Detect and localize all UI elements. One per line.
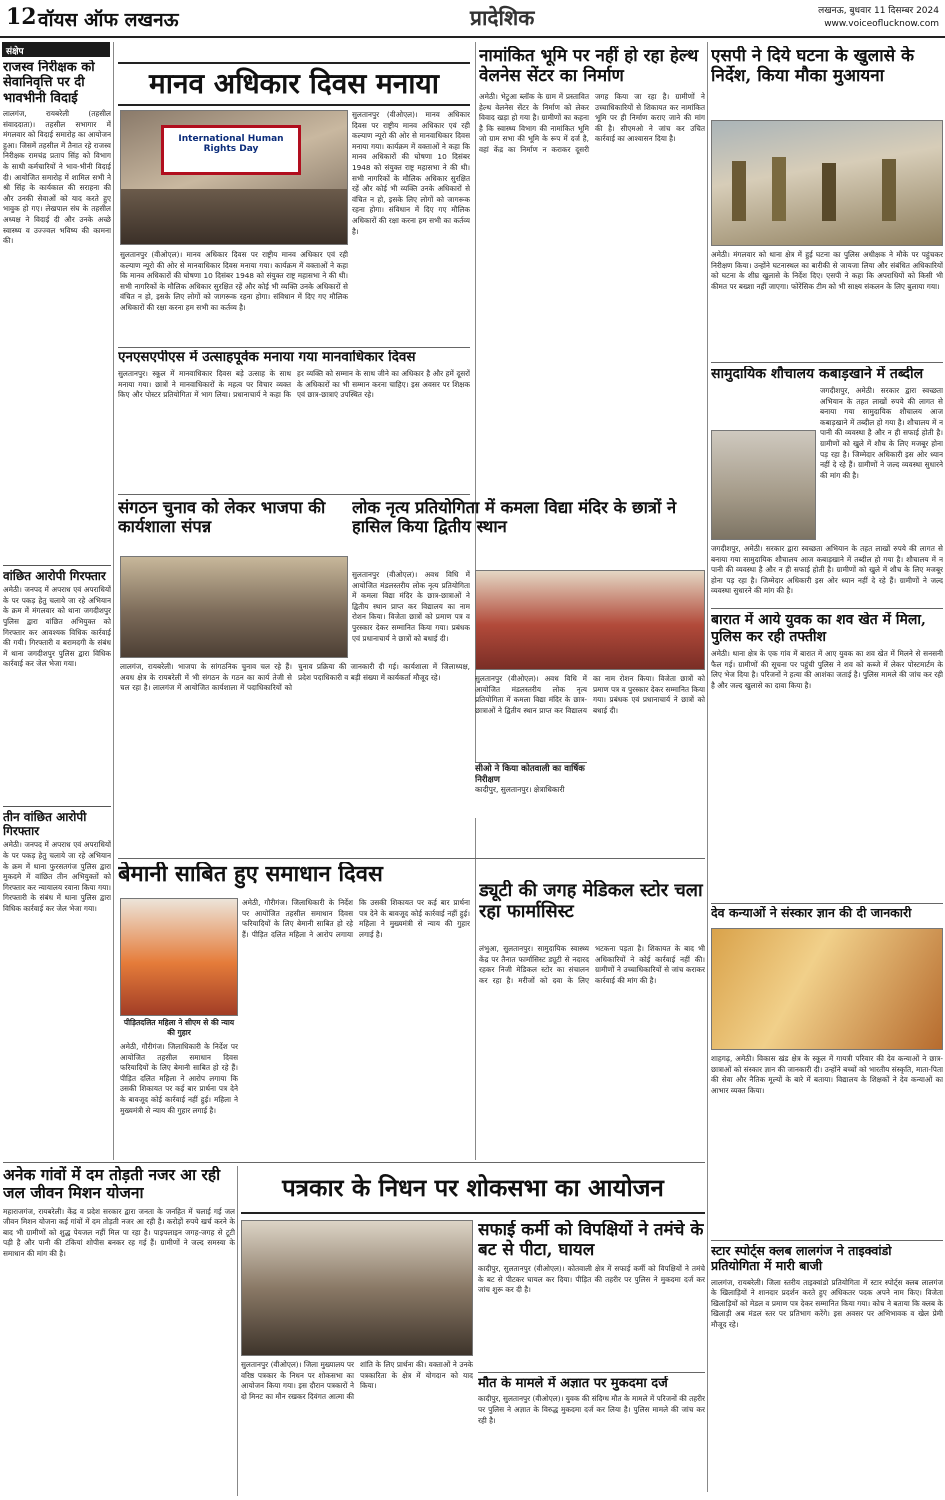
headline: अनेक गांवों में दम तोड़ती नजर आ रही जल जीवन मिशन योजना bbox=[3, 1166, 221, 1203]
headline: एनएसएपीएस में उत्साहपूर्वक मनाया गया मानवाधिकार दिवस bbox=[118, 350, 416, 365]
bjp-meeting-photo bbox=[120, 556, 348, 658]
brief-label: संक्षेप bbox=[2, 42, 110, 57]
headline: नामांकित भूमि पर नहीं हो रहा हेल्थ वेलनेस सेंटर का निर्माण bbox=[479, 46, 699, 87]
website: www.voiceoflucknow.com bbox=[824, 19, 939, 29]
story-body: सुलतानपुर। स्कूल में मानवाधिकार दिवस बड़े उत्साह के साथ मनाया गया। छात्रों ने मानवाधिकारों के महत्व पर विचार व्यक्त किए और पोस्टर प्रतियोगिता में भाग लिया। प्रधानाचार्य ने कहा कि हर व्यक्ति को सम्मान के साथ जीने का अधिकार है और हमें दूसरों के अधिकारों का भी सम्मान करना चाहिए। इस अवसर पर शिक्षक एवं छात्र-छात्राएं उपस्थित रहे। bbox=[118, 368, 470, 400]
headline: संगठन चुनाव को लेकर भाजपा की कार्यशाला संपन्न bbox=[118, 498, 326, 537]
story-lok bbox=[352, 498, 705, 568]
story-bemani bbox=[118, 862, 470, 896]
headline: एसपी ने दिये घटना के खुलासे के निर्देश, किया मौका मुआयना bbox=[711, 46, 915, 87]
dateline bbox=[818, 5, 939, 31]
headline: सफाई कर्मी को विपक्षियों ने तमंचे के बट से पीटा, घायल bbox=[478, 1220, 704, 1261]
caption-box bbox=[475, 762, 587, 818]
school-photo bbox=[711, 928, 943, 1050]
brief-body: अमेठी। जनपद में अपराध एवं अपराधियों के पर पकड़ हेतु चलाये जा रहे अभियान के क्रम में थाना फुरसतगंज पुलिस द्वारा मुकदमे में वांछित तीन अभियुक्तों को गिरफ्तार कर न्यायालय रवाना किया गया। गिरफ्तारी के संबंध में थाना पुलिस द्वारा विधिक कार्रवाई कर जेल भेजा गया। bbox=[3, 840, 111, 914]
headline: स्टार स्पोर्ट्स क्लब लालगंज ने ताइक्वांडो प्रतियोगिता में मारी बाजी bbox=[711, 1244, 892, 1273]
figure bbox=[822, 163, 836, 221]
story-ncc bbox=[118, 350, 470, 492]
story-maut bbox=[478, 1376, 705, 1494]
headline: पत्रकार के निधन पर शोकसभा का आयोजन bbox=[282, 1174, 664, 1202]
dance-photo bbox=[475, 570, 705, 670]
story-body: लालगंज, रायबरेली। भाजपा के सांगठनिक चुनाव चल रहे हैं। अवध क्षेत्र के रायबरेली में भी संगठन के गठन का कार्य तेजी से चल रहा है। लालगंज में आयोजित कार्यशाला में पदाधिकारियों को चुनाव प्रक्रिया की जानकारी दी गई। कार्यशाला में जिलाध्यक्ष, प्रदेश पदाधिकारी व बड़ी संख्या में कार्यकर्ता मौजूद रहे। bbox=[120, 662, 470, 693]
rule bbox=[478, 1372, 705, 1373]
story-body: लालगंज, रायबरेली। जिला स्तरीय ताइक्वांडो प्रतियोगिता में स्टार स्पोर्ट्स क्लब लालगंज के खिलाड़ियों ने शानदार प्रदर्शन करते हुए अधिकतर पदक अपने नाम किए। विजेता खिलाड़ियों को मेडल व प्रमाण पत्र देकर सम्मानित किया गया। कोच ने बताया कि क्लब के खिलाड़ी अब मंडल स्तर पर प्रतिभाग करेंगे। इस अवसर पर अभिभावक व खेल प्रेमी मौजूद रहे। bbox=[711, 1277, 943, 1329]
story-body: सुलतानपुर (वीओएल)। जिला मुख्यालय पर वरिष्ठ पत्रकार के निधन पर शोकसभा का आयोजन किया गया। इस दौरान पत्रकारों ने दो मिनट का मौन रखकर दिवंगत आत्मा की शांति के लिए प्रार्थना की। वक्ताओं ने उनके पत्रकारिता के क्षेत्र में योगदान को याद किया। bbox=[241, 1360, 473, 1401]
story-body: कादीपुर, सुलतानपुर (वीओएल)। युवक की संदिग्ध मौत के मामले में परिजनों की तहरीर पर पुलिस ने अज्ञात के विरुद्ध मुकदमा दर्ज कर लिया है। पुलिस मामले की जांच कर रही है। bbox=[478, 1394, 705, 1425]
headline: बेमानी साबित हुए समाधान दिवस bbox=[118, 862, 383, 887]
police-photo bbox=[711, 120, 943, 246]
story-barat bbox=[711, 612, 943, 902]
story-taekwondo bbox=[711, 1244, 943, 1494]
headline: देव कन्याओं ने संस्कार ज्ञान की दी जानकारी bbox=[711, 906, 912, 920]
photo-caption: पीड़ितदलित महिला ने सीएम से की न्याय की गुहार bbox=[123, 1018, 235, 1037]
headline: ड्यूटी की जगह मेडिकल स्टोर चला रहा फार्मासिस्ट bbox=[479, 880, 703, 923]
brief-body: लालगंज, रायबरेली (तहसील संवाददाता)। तहसील सभागार में मंगलवार को विदाई समारोह का आयोजन हुआ। जिसमें तहसील में तैनात रहे राजस्व निरीक्षक रामचंद्र प्रताप सिंह को विभाग के साथी कर्मचारियों ने भाव-भीनी विदाई दी। आयोजित समारोह में शामिल सभी ने श्री सिंह के कार्यकाल की सराहना की और उनकी सेवाओं को याद करते हुए भावुक हो गए। लेखपाल संघ के तहसील अध्यक्ष ने विदाई दी और उनके अच्छे स्वास्थ्य व उज्ज्वल भविष्य की कामना की। bbox=[3, 108, 111, 246]
story-sangathan bbox=[118, 498, 348, 558]
brief-headline: राजस्व निरीक्षक को सेवानिवृत्ति पर दी भावभीनी विदाई bbox=[3, 60, 95, 106]
brief-column bbox=[3, 60, 111, 1160]
page-number: 12 bbox=[6, 4, 37, 30]
story-jal bbox=[3, 1166, 235, 1496]
caption-sub: कादीपुर, सुलतानपुर। क्षेत्राधिकारी bbox=[475, 785, 565, 794]
story-body: कादीपुर, सुलतानपुर (वीओएल)। कोतवाली क्षेत्र में सफाई कर्मी को विपक्षियों ने तमंचे के बट से पीटकर घायल कर दिया। पीड़ित की तहरीर पर पुलिस ने मुकदमा दर्ज कर जांच शुरू कर दी है। bbox=[478, 1264, 705, 1295]
story-body: लंभुआ, सुलतानपुर। सामुदायिक स्वास्थ्य केंद्र पर तैनात फार्मासिस्ट ड्यूटी से नदारद रहकर निजी मेडिकल स्टोर का संचालन कर रहा है। मरीजों को दवा के लिए भटकना पड़ता है। शिकायत के बाद भी अधिकारियों ने कोई कार्रवाई नहीं की। ग्रामीणों ने उच्चाधिकारियों से जांच कराकर कार्रवाई की मांग की है। bbox=[479, 944, 705, 985]
story-body: अमेठी। मंगलवार को थाना क्षेत्र में हुई घटना का पुलिस अधीक्षक ने मौके पर पहुंचकर निरीक्षण किया। उन्होंने घटनास्थल का बारीकी से जायजा लिया और संबंधित अधिकारियों को घटना के शीघ्र खुलासे के निर्देश दिए। एसपी ने कहा कि अपराधियों को किसी भी कीमत पर बख्शा नहीं जाएगा। फोरेंसिक टीम को भी साक्ष्य संकलन के लिए बुलाया गया। bbox=[711, 250, 943, 291]
headline: मानव अधिकार दिवस मनाया bbox=[148, 67, 440, 100]
headline: लोक नृत्य प्रतियोगिता में कमला विद्या मंदिर के छात्रों ने हासिल किया द्वितीय स्थान bbox=[352, 498, 677, 537]
story-sp bbox=[711, 46, 943, 116]
rule bbox=[711, 903, 943, 904]
story-body: सुलतानपुर (वीओएल)। मानव अधिकार दिवस पर राष्ट्रीय मानव अधिकार एवं रही कल्याण न्यूरो की ओर से मानवाधिकार दिवस मनाया गया। कार्यक्रम में वक्ताओं ने कहा कि मानव अधिकारों की घोषणा 10 दिसंबर 1948 को संयुक्त राष्ट्र महासभा ने की थी। सभी नागरिकों के मौलिक अधिकार सुरक्षित रहें और कोई भी व्यक्ति उनके अधिकारों से वंचित न हो, इसके लिए लोगों को जागरूक रहना होगा। संविधान में दिए गए मौलिक अधिकारों की रक्षा करना हम सभी का कर्तव्य है। bbox=[120, 250, 348, 312]
brief-headline: वांछित आरोपी गिरफ्तार bbox=[3, 565, 111, 583]
figure bbox=[732, 161, 746, 221]
story-body: सुलतानपुर (वीओएल)। मानव अधिकार दिवस पर राष्ट्रीय मानव अधिकार एवं रही कल्याण न्यूरो की ओर से मानवाधिकार दिवस मनाया गया। कार्यक्रम में वक्ताओं ने कहा कि मानव अधिकारों की घोषणा 10 दिसंबर 1948 को संयुक्त राष्ट्र महासभा ने की थी। सभी नागरिकों के मौलिक अधिकार सुरक्षित रहें और कोई भी व्यक्ति उनके अधिकारों से वंचित न हो, इसके लिए लोगों को जागरूक रहना होगा। संविधान में दिए गए मौलिक अधिकारों की रक्षा करना हम सभी का कर्तव्य है। bbox=[352, 110, 470, 236]
figure bbox=[772, 157, 786, 221]
rally-photo bbox=[120, 110, 348, 245]
banner-text: International Human Rights Day bbox=[178, 134, 284, 154]
masthead: वॉयस ऑफ लखनऊ bbox=[38, 9, 179, 31]
headline: सामुदायिक शौचालय कबाड़खाने में तब्दील bbox=[711, 366, 924, 382]
rule bbox=[118, 858, 705, 859]
rule bbox=[711, 362, 943, 363]
headline: मौत के मामले में अज्ञात पर मुकदमा दर्ज bbox=[478, 1376, 668, 1391]
story-health bbox=[479, 46, 705, 466]
rule bbox=[118, 347, 470, 348]
rule bbox=[711, 1240, 943, 1241]
brief-body: अमेठी। जनपद में अपराध एवं अपराधियों के पर पकड़ हेतु चलाये जा रहे अभियान के क्रम में मंगलवार को थाना जगदीशपुर पुलिस द्वारा वांछित अभियुक्त को गिरफ्तार कर आवश्यक विधिक कार्रवाई की गयी। गिरफ्तारी व बरामदगी के संबंध में थाना जगदीशपुर पुलिस द्वारा विधिक कार्रवाई कर जेल भेजा गया। bbox=[3, 585, 111, 669]
story-duty bbox=[479, 880, 705, 940]
column-rule bbox=[707, 42, 708, 1492]
rule bbox=[3, 1162, 705, 1163]
story-body: जगदीशपुर, अमेठी। सरकार द्वारा स्वच्छता अभियान के तहत लाखों रुपये की लागत से बनाया गया सामुदायिक शौचालय आज कबाड़खाने में तब्दील हो गया है। शौचालय में न पानी की व्यवस्था है और न ही सफाई होती है। ग्रामीणों को खुले में शौच के लिए मजबूर होना पड़ रहा है। जिम्मेदार अधिकारी इस ओर ध्यान नहीं दे रहे हैं। ग्रामीणों ने जल्द व्यवस्था सुधारने की मांग की है। bbox=[820, 386, 943, 480]
story-body: अमेठी। थाना क्षेत्र के एक गांव में बारात में आए युवक का शव खेत में मिलने से सनसनी फैल गई। ग्रामीणों की सूचना पर पहुंची पुलिस ने शव को कब्जे में लेकर पोस्टमार्टम के लिए भेज दिया है। परिजनों ने हत्या की आशंका जताई है। पुलिस मामले की जांच कर रही है और जल्द खुलासे का दावा किया है। bbox=[711, 649, 943, 690]
rule bbox=[118, 494, 470, 495]
story-body: सुलतानपुर (वीओएल)। अवध विधि में आयोजित मंडलस्तरीय लोक नृत्य प्रतियोगिता में कमला विद्या मंदिर के छात्र-छात्राओं ने द्वितीय स्थान प्राप्त कर विद्यालय का नाम रोशन किया। विजेता छात्रों को प्रमाण पत्र व पुरस्कार देकर सम्मानित किया गया। प्रबंधक एवं प्रधानाचार्य ने छात्रों को बधाई दी। bbox=[352, 570, 470, 643]
brief-headline: तीन वांछित आरोपी गिरफ्तार bbox=[3, 806, 111, 838]
rule bbox=[711, 608, 943, 609]
column-rule bbox=[113, 42, 114, 1160]
story-body: सुलतानपुर (वीओएल)। अवध विधि में आयोजित मंडलस्तरीय लोक नृत्य प्रतियोगिता में कमला विद्या मंदिर के छात्र-छात्राओं ने द्वितीय स्थान प्राप्त कर विद्यालय का नाम रोशन किया। विजेता छात्रों को प्रमाण पत्र व पुरस्कार देकर सम्मानित किया गया। प्रबंधक एवं प्रधानाचार्य ने छात्रों को बधाई दी। bbox=[475, 674, 705, 715]
banner bbox=[161, 125, 301, 175]
toilet-photo bbox=[711, 430, 816, 540]
crowd bbox=[121, 189, 347, 244]
story-body: महाराजगंज, रायबरेली। केंद्र व प्रदेश सरकार द्वारा जनता के जनहित में चलाई गई जल जीवन मिशन योजना कई गांवों में दम तोड़ती नजर आ रही है। करोड़ों रुपये खर्च करने के बाद भी ग्रामीणों को शुद्ध पेयजल नहीं मिल पा रहा है। पाइपलाइन जगह-जगह से टूटी पड़ी है और पानी की टंकियां शोपीस बनकर रह गई हैं। ग्रामीणों ने जल्द समस्या के समाधान की मांग की है। bbox=[3, 1206, 235, 1258]
column-rule bbox=[237, 1166, 238, 1496]
figure bbox=[882, 159, 896, 221]
story-body: अमेठी। भेटुआ ब्लॉक के ग्राम में प्रस्तावित हेल्थ वेलनेस सेंटर के निर्माण को लेकर विवाद खड़ा हो गया है। ग्रामीणों का कहना है कि स्वास्थ्य विभाग की नामांकित भूमि जो ग्राम सभा की भूमि के रूप में दर्ज है, वहां केंद्र का निर्माण न कराकर दूसरी जगह किया जा रहा है। ग्रामीणों ने उच्चाधिकारियों से शिकायत कर नामांकित भूमि पर ही निर्माण कराए जाने की मांग की है। सीएमओ ने जांच कर उचित कार्रवाई का आश्वासन दिया है। bbox=[479, 92, 705, 155]
story-body: शाहगढ़, अमेठी। विकास खंड क्षेत्र के स्कूल में गायत्री परिवार की देव कन्याओं ने छात्र-छात्राओं को संस्कार ज्ञान की जानकारी दी। उन्होंने बच्चों को भारतीय संस्कृति, माता-पिता की सेवा और नैतिक मूल्यों के बारे में बताया। विद्यालय के शिक्षकों ने देव कन्याओं का आभार व्यक्त किया। bbox=[711, 1054, 943, 1095]
page-header bbox=[0, 0, 945, 38]
story-body: अमेठी, गौरीगंज। जिलाधिकारी के निर्देश पर आयोजित तहसील समाधान दिवस फरियादियों के लिए बेमानी साबित हो रहे हैं। पीड़ित दलित महिला ने आरोप लगाया कि उसकी शिकायत पर कई बार प्रार्थना पत्र देने के बावजूद कोई कार्रवाई नहीं हुई। महिला ने मुख्यमंत्री से न्याय की गुहार लगाई है। bbox=[242, 898, 470, 939]
section-title: प्रादेशिक bbox=[470, 5, 535, 30]
story-body: जगदीशपुर, अमेठी। सरकार द्वारा स्वच्छता अभियान के तहत लाखों रुपये की लागत से बनाया गया सामुदायिक शौचालय आज कबाड़खाने में तब्दील हो गया है। शौचालय में न पानी की व्यवस्था है और न ही सफाई होती है। ग्रामीणों को खुले में शौच के लिए मजबूर होना पड़ रहा है। जिम्मेदार अधिकारी इस ओर ध्यान नहीं दे रहे हैं। ग्रामीणों ने जल्द व्यवस्था सुधारने की मांग की है। bbox=[711, 544, 943, 596]
woman-photo bbox=[120, 898, 238, 1016]
condolence-photo bbox=[241, 1220, 473, 1356]
story-safai bbox=[478, 1220, 705, 1360]
story-manav bbox=[118, 62, 470, 106]
date: लखनऊ, बुधवार 11 दिसम्बर 2024 bbox=[818, 6, 939, 16]
caption-title: सीओ ने किया कोतवाली का वार्षिक निरीक्षण bbox=[475, 764, 585, 785]
story-dev bbox=[711, 906, 943, 928]
headline: बारात में आये युवक का शव खेत में मिला, पुलिस कर रही तफ्तीश bbox=[711, 612, 926, 645]
story-patrakar bbox=[241, 1174, 705, 1214]
story-body: अमेठी, गौरीगंज। जिलाधिकारी के निर्देश पर आयोजित तहसील समाधान दिवस फरियादियों के लिए बेमानी साबित हो रहे हैं। पीड़ित दलित महिला ने आरोप लगाया कि उसकी शिकायत पर कई बार प्रार्थना पत्र देने के बावजूद कोई कार्रवाई नहीं हुई। महिला ने मुख्यमंत्री से न्याय की गुहार लगाई है। bbox=[120, 1042, 238, 1115]
